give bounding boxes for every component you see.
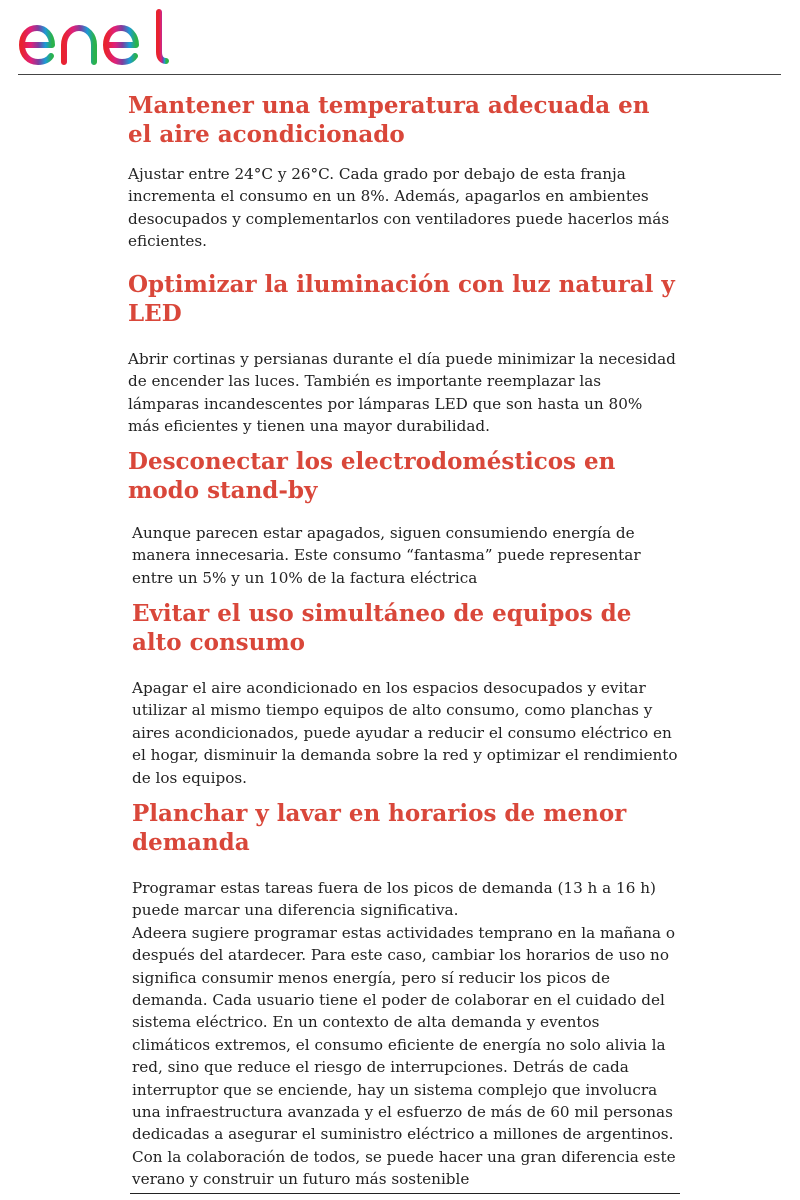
tip-section-off-peak-hours bbox=[132, 799, 680, 1191]
tip-section-air-conditioning bbox=[128, 91, 676, 253]
enel-logo[interactable] bbox=[18, 8, 170, 68]
tip-title: Mantener una temperatura adecuada en el aire acondicionado bbox=[128, 92, 650, 148]
tip-title: Evitar el uso simultáneo de equipos de alto consumo bbox=[132, 600, 632, 656]
tip-section-lighting bbox=[128, 270, 676, 438]
tip-title: Optimizar la iluminación con luz natural y LED bbox=[128, 271, 675, 327]
tip-section-standby bbox=[128, 447, 676, 589]
tip-body: Apagar el aire acondicionado en los espacios desocupados y evitar utilizar al mismo tiempo equipos de alto consumo, como planchas y aires acondicionados, puede ayudar a reducir el consumo eléctrico en el hogar, disminuir la demanda sobre la red y optimizar el rendimiento de los equipos. bbox=[132, 679, 678, 787]
tip-body: Ajustar entre 24°C y 26°C. Cada grado por debajo de esta franja incrementa el consumo en un 8%. Además, apagarlos en ambientes desocupados y complementarlos con ventiladores puede hacerlos más eficientes. bbox=[128, 165, 670, 251]
tip-section-simultaneous-use bbox=[132, 599, 680, 789]
header bbox=[18, 8, 781, 75]
tip-title: Planchar y lavar en horarios de menor demanda bbox=[132, 800, 627, 856]
tip-title: Desconectar los electrodomésticos en modo stand-by bbox=[128, 448, 616, 504]
footer-divider bbox=[130, 1193, 680, 1194]
tip-body: Programar estas tareas fuera de los picos de demanda (13 h a 16 h) puede marcar una diferencia significativa. Adeera sugiere programar estas actividades temprano en la mañana o después del atardecer. Para este caso, cambiar los horarios de uso no significa consumir menos energía, pero sí reducir los picos de demanda. Cada usuario tiene el poder de colaborar en el cuidado del sistema eléctrico. En un contexto de alta demanda y eventos climáticos extremos, el consumo eficiente de energía no solo alivia la red, sino que reduce el riesgo de interrupciones. Detrás de cada interruptor que se enciende, hay un sistema complejo que involucra una infraestructura avanzada y el esfuerzo de más de 60 mil personas dedicadas a asegurar el suministro eléctrico a millones de argentinos. Con la colaboración de todos, se puede hacer una gran diferencia este verano y construir un futuro más sostenible bbox=[132, 879, 676, 1189]
tip-body: Aunque parecen estar apagados, siguen consumiendo energía de manera innecesaria. Este consumo “fantasma” puede representar entre un 5% y un 10% de la factura eléctrica bbox=[132, 524, 641, 587]
tip-body: Abrir cortinas y persianas durante el día puede minimizar la necesidad de encender las luces. También es importante reemplazar las lámparas incandescentes por lámparas LED que son hasta un 80% más eficientes y tienen una mayor durabilidad. bbox=[128, 350, 676, 436]
